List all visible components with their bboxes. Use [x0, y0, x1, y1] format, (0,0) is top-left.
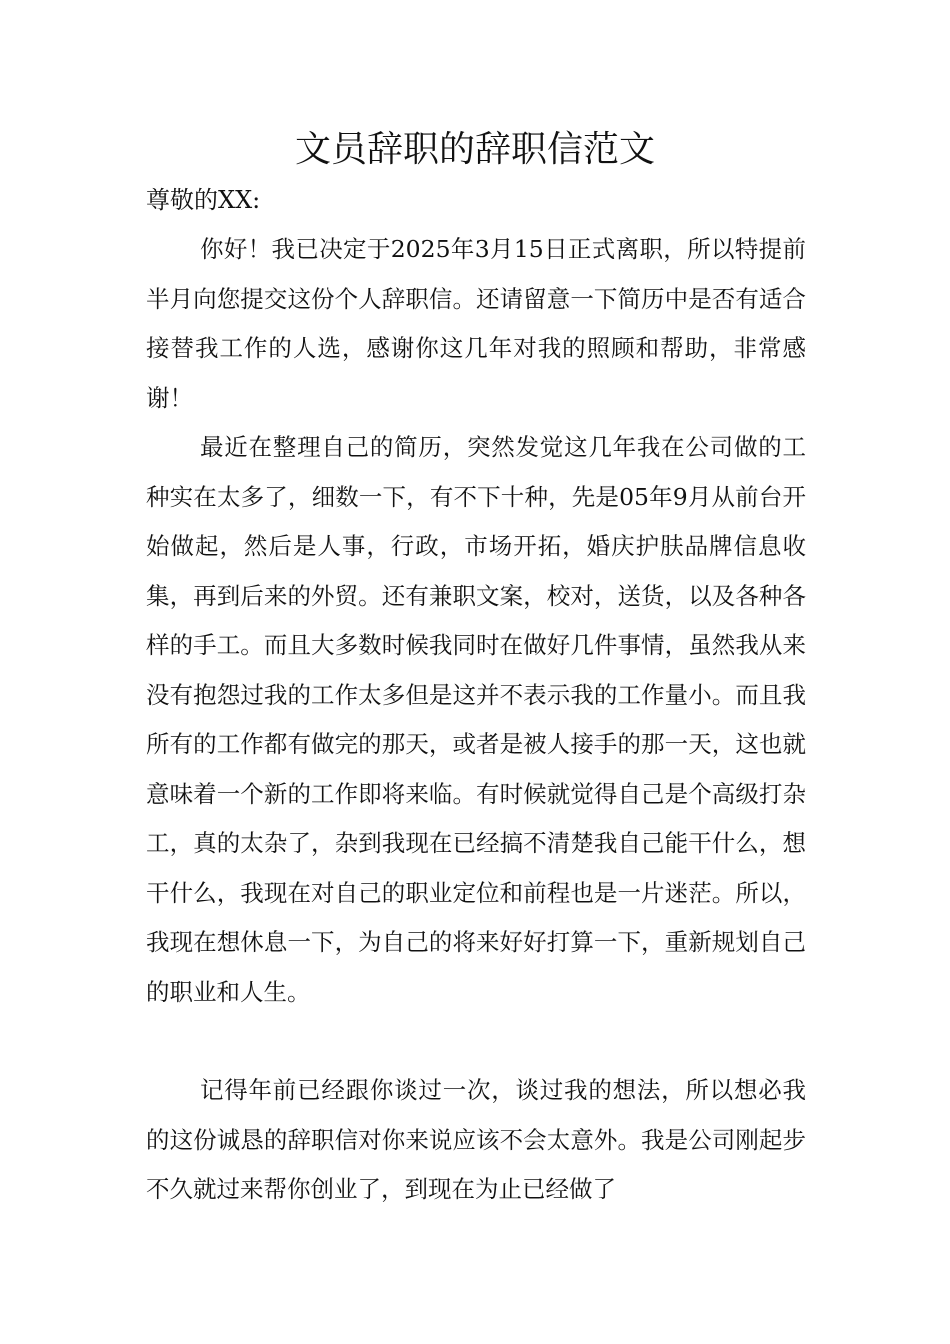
- paragraph-1: 你好！我已决定于2025年3月15日正式离职，所以特提前半月向您提交这份个人辞职信。还请留意一下简历中是否有适合接替我工作的人选，感谢你这几年对我的照顾和帮助，非常感谢！: [146, 235, 806, 412]
- paragraph-2: 最近在整理自己的简历，突然发觉这几年我在公司做的工种实在太多了，细数一下，有不下十种，先是05年9月从前台开始做起，然后是人事，行政，市场开拓，婚庆护肤品牌信息收集，再到后来的外贸。还有兼职文案，校对，送货，以及各种各样的手工。而且大多数时候我同时在做好几件事情，虽然我从来没有抱怨过我的工作太多但是这并不表示我的工作量小。而且我所有的工作都有做完的那天，或者是被人接手的那一天，这也就意味着一个新的工作即将来临。有时候就觉得自己是个高级打杂工，真的太杂了，杂到我现在已经搞不清楚我自己能干什么，想干什么，我现在对自己的职业定位和前程也是一片迷茫。所以，我现在想休息一下，为自己的将来好好打算一下，重新规划自己的职业和人生。: [146, 433, 806, 1006]
- paragraph-3: 记得年前已经跟你谈过一次，谈过我的想法，所以想必我的这份诚恳的辞职信对你来说应该不会太意外。我是公司刚起步不久就过来帮你创业了，到现在为止已经做了: [146, 1076, 806, 1203]
- salutation: 尊敬的XX:: [146, 186, 261, 214]
- document-title: 文员辞职的辞职信范文: [294, 129, 655, 170]
